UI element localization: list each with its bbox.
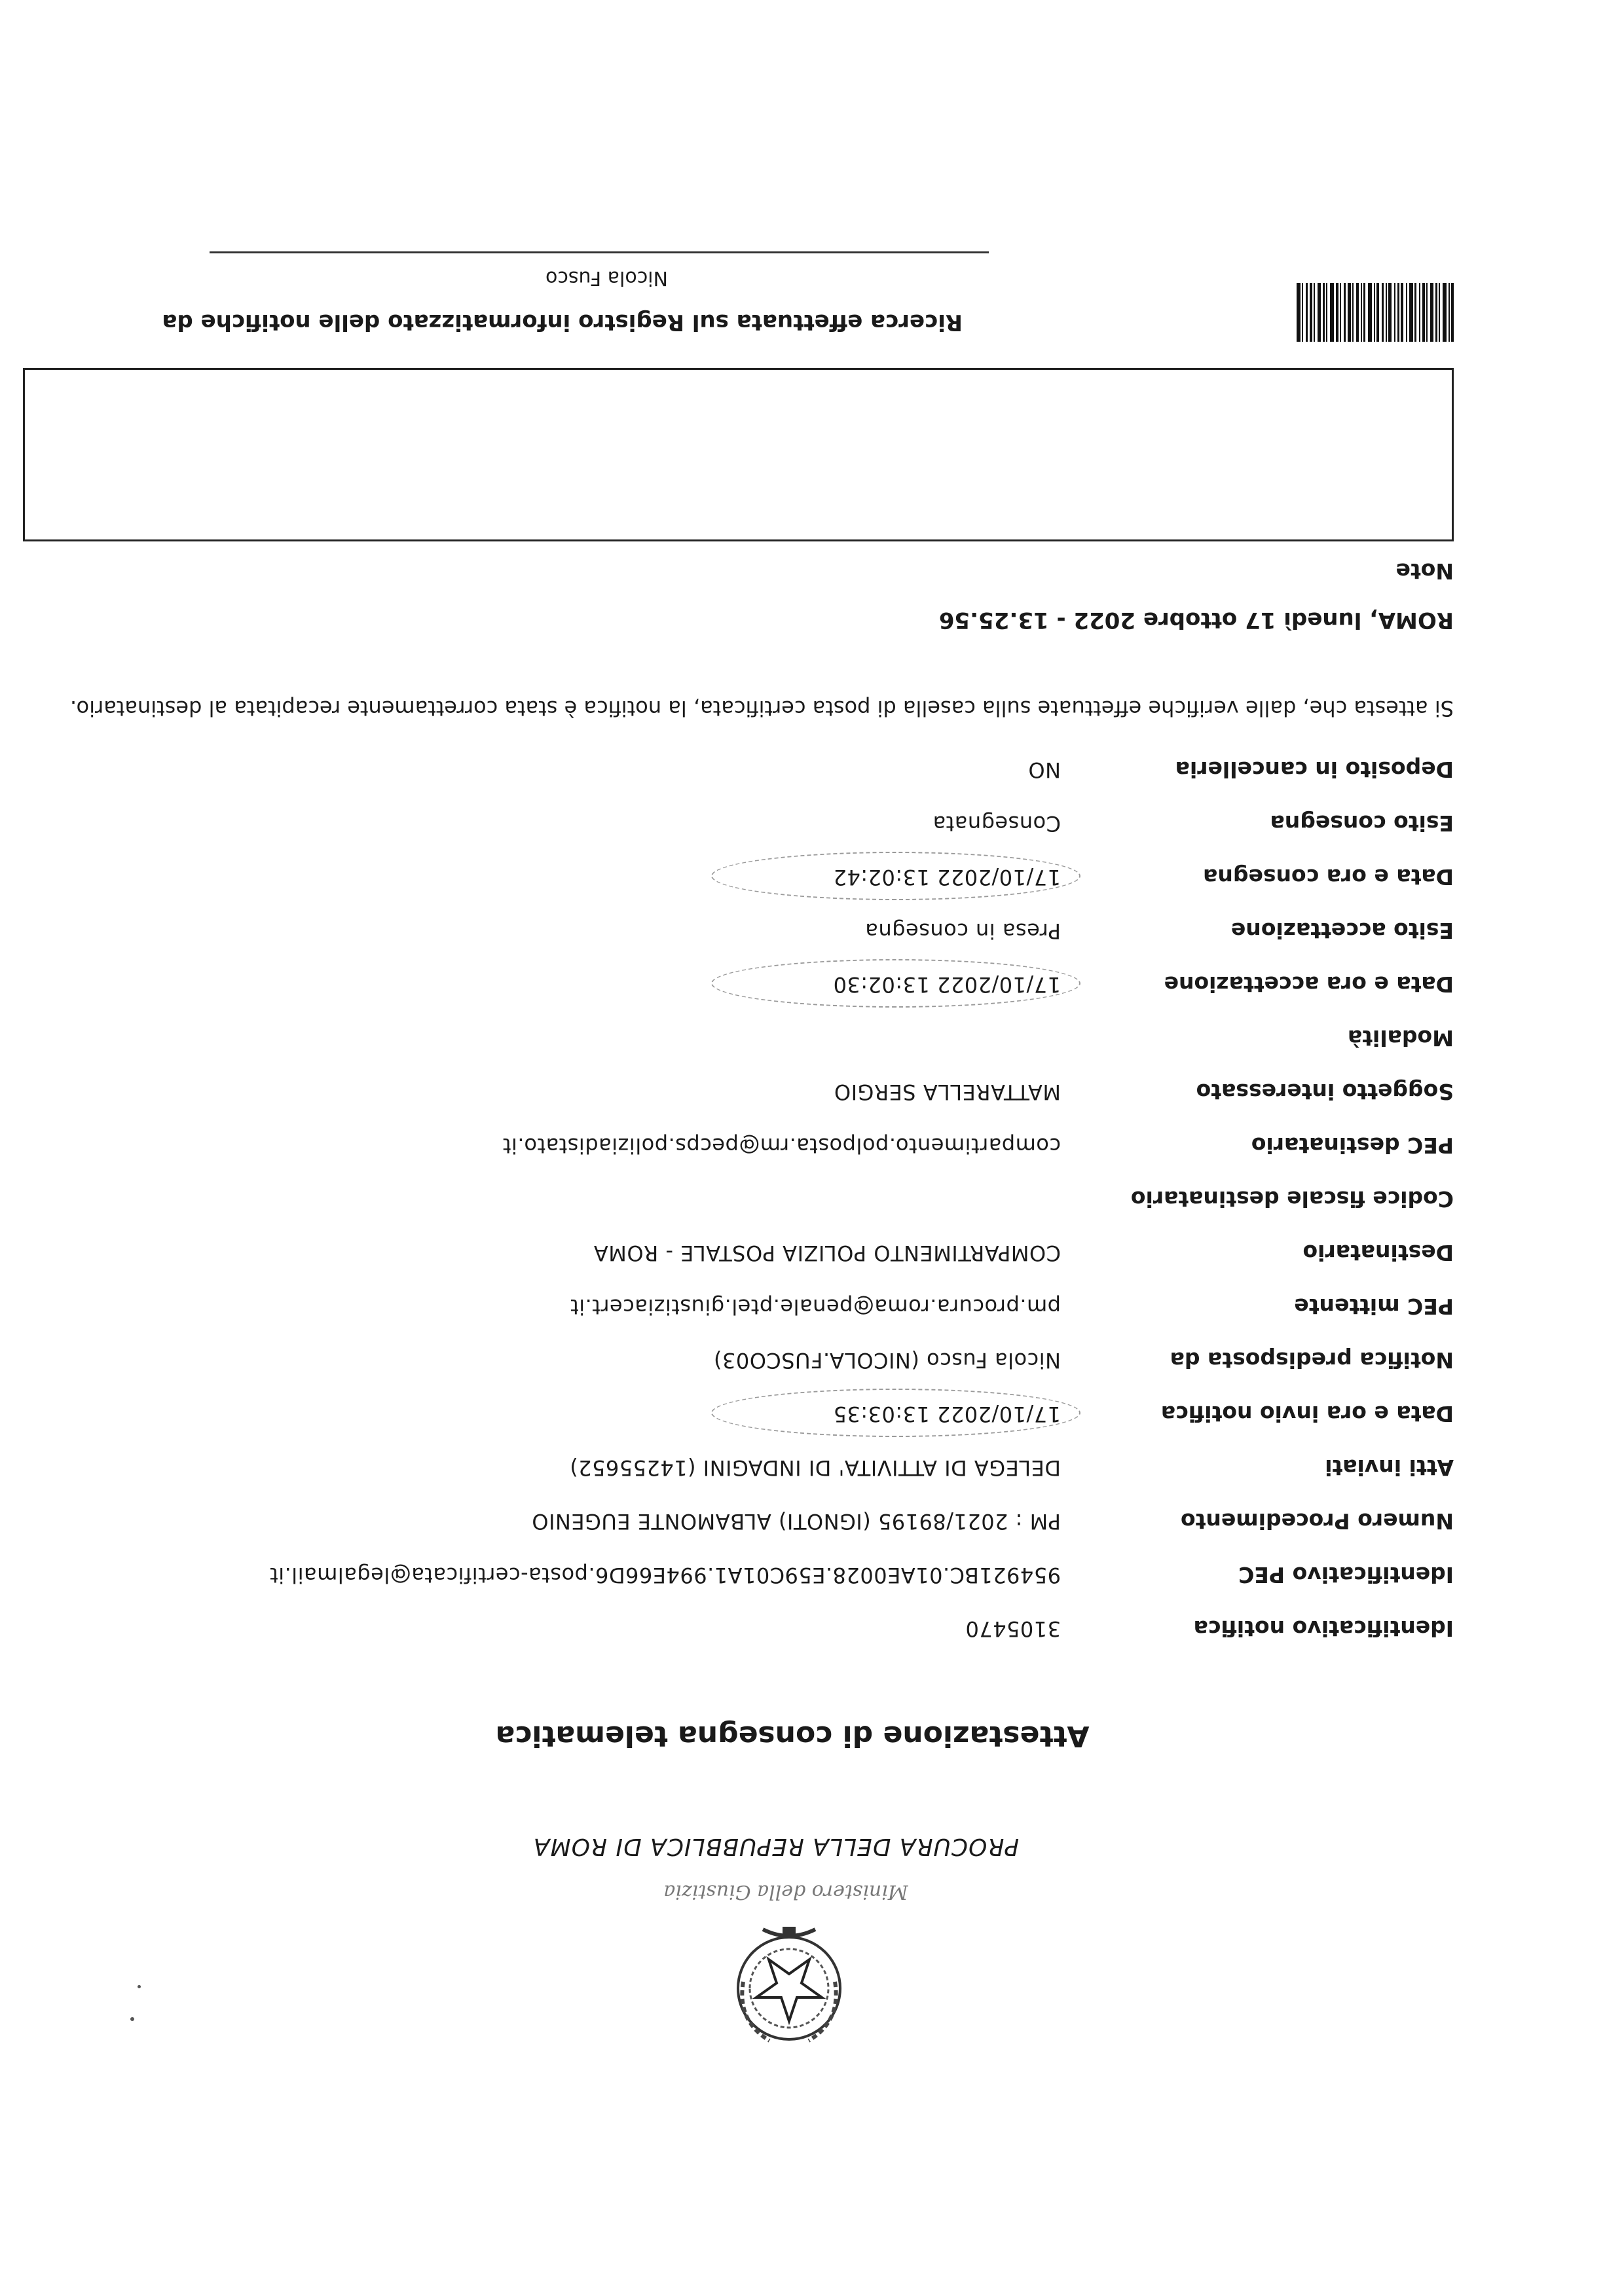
field-row-data-accettazione	[79, 958, 1454, 997]
field-label: PEC mittente	[1294, 1294, 1454, 1319]
barcode-bar	[1435, 283, 1437, 342]
field-value: 17/10/2022 13:02:42	[833, 865, 1061, 890]
signer-name: Nicola Fusco	[545, 266, 668, 289]
barcode-bar	[1401, 283, 1403, 342]
barcode-bar	[1361, 283, 1362, 342]
field-value: PM : 2021/89195 (IGNOTI) ALBAMONTE EUGENIO	[531, 1509, 1061, 1534]
barcode-bar	[1439, 283, 1440, 342]
registry-search-label: Ricerca effettuata sul Registro informatizzato delle notifiche da	[162, 309, 963, 335]
field-label: Codice fiscale destinatario	[1130, 1186, 1454, 1212]
barcode-bar	[1397, 283, 1399, 342]
barcode-bar	[1344, 283, 1346, 342]
field-row-identificativo-notifica	[79, 1602, 1454, 1641]
barcode-bar	[1330, 283, 1334, 342]
barcode-bar	[1374, 283, 1375, 342]
barcode-bar	[1388, 283, 1392, 342]
barcode-bar	[1368, 283, 1372, 342]
field-value: COMPARTIMENTO POLIZIA POSTALE - ROMA	[593, 1241, 1061, 1266]
barcode-bar	[1306, 283, 1308, 342]
field-value: 3105470	[965, 1616, 1061, 1641]
field-label: Esito consegna	[1270, 811, 1454, 836]
field-label: Deposito in cancelleria	[1175, 757, 1454, 782]
barcode-bar	[1409, 283, 1413, 342]
field-value: NO	[1027, 757, 1061, 782]
barcode-bar	[1426, 283, 1428, 342]
barcode-bar	[1340, 283, 1341, 342]
scan-speck	[138, 1985, 141, 1988]
barcode-bar	[1414, 283, 1416, 342]
barcode-bar	[1451, 283, 1454, 342]
field-row-esito-accettazione	[79, 904, 1454, 943]
barcode-bar	[1443, 283, 1447, 342]
barcode-bar	[1318, 283, 1321, 342]
field-value: 954921BC.01AE0028.E59C01A1.994E66D6.posta-certificata@legalmail.it	[269, 1563, 1061, 1588]
field-row-identificativo-pec	[79, 1548, 1454, 1588]
barcode-bar	[1406, 283, 1407, 342]
barcode-bar	[1422, 283, 1425, 342]
field-row-data-invio-notifica	[79, 1387, 1454, 1427]
field-row-atti-inviati	[79, 1441, 1454, 1480]
signature-line	[210, 251, 989, 253]
ministry-script-heading: Ministero della Giustizia	[663, 1880, 908, 1903]
barcode-bar	[1449, 283, 1450, 342]
field-value: Consegnata	[932, 811, 1061, 836]
barcode-bar	[1376, 283, 1379, 342]
field-row-data-consegna	[79, 850, 1454, 890]
barcode-bar	[1356, 283, 1359, 342]
field-value: compartimento.polposta.rm@pecps.poliziadistato.it	[502, 1133, 1061, 1158]
field-label: Identificativo PEC	[1238, 1562, 1454, 1588]
barcode	[1244, 283, 1454, 342]
notes-label: Note	[1395, 558, 1454, 584]
field-value: 17/10/2022 13:02:30	[833, 972, 1061, 997]
attestation-statement: Si attesta che, dalle verifiche effettuate sulla casella di posta certificata, la notifica è stata correttamente recapitata al destinatario.	[69, 696, 1454, 721]
italian-republic-emblem-icon	[724, 1916, 855, 2060]
field-value: DELEGA DI ATTIVITA' DI INDAGINI (14255652)	[569, 1455, 1061, 1480]
notes-box	[23, 368, 1454, 541]
barcode-bar	[1348, 283, 1351, 342]
barcode-bar	[1394, 283, 1395, 342]
document-title: Attestazione di consegna telematica	[495, 1719, 1090, 1753]
barcode-bar	[1430, 283, 1433, 342]
field-value: pm.procura.roma@penale.ptel.giustiziacert.it	[570, 1294, 1061, 1319]
field-label: Modalità	[1347, 1025, 1454, 1051]
field-label: Soggetto interessato	[1196, 1079, 1454, 1104]
barcode-bar	[1302, 283, 1303, 342]
field-row-esito-consegna	[79, 797, 1454, 836]
barcode-bar	[1323, 283, 1325, 342]
field-row-destinatario	[79, 1226, 1454, 1266]
barcode-bar	[1314, 283, 1315, 342]
office-heading: PROCURA DELLA REPUBBLICA DI ROMA	[532, 1833, 1020, 1860]
field-value: 17/10/2022 13:03:35	[833, 1402, 1061, 1427]
field-row-modalita	[79, 1011, 1454, 1051]
scan-speck	[130, 2017, 134, 2021]
field-value: Nicola Fusco (NICOLA.FUSCO03)	[713, 1348, 1061, 1373]
barcode-bar	[1382, 283, 1384, 342]
field-label: PEC destinatario	[1251, 1133, 1454, 1158]
barcode-bar	[1310, 283, 1312, 342]
field-row-numero-procedimento	[79, 1495, 1454, 1534]
field-label: Notifica predisposta da	[1170, 1347, 1454, 1373]
field-label: Identificativo notifica	[1193, 1616, 1454, 1641]
barcode-bar	[1297, 283, 1301, 342]
field-label: Data e ora invio notifica	[1160, 1401, 1454, 1427]
field-row-notifica-predisposta-da	[79, 1334, 1454, 1373]
barcode-bar	[1352, 283, 1354, 342]
field-label: Atti inviati	[1325, 1455, 1454, 1480]
barcode-bar	[1336, 283, 1338, 342]
barcode-bar	[1386, 283, 1387, 342]
field-label: Esito accettazione	[1230, 918, 1454, 943]
field-label: Destinatario	[1302, 1240, 1454, 1266]
field-row-pec-mittente	[79, 1280, 1454, 1319]
barcode-bar	[1363, 283, 1365, 342]
field-row-pec-destinatario	[79, 1119, 1454, 1158]
place-date-line: ROMA, lunedì 17 ottobre 2022 - 13.25.56	[938, 607, 1454, 633]
field-row-soggetto-interessato	[79, 1065, 1454, 1104]
barcode-bar	[1419, 283, 1420, 342]
field-row-deposito-cancelleria	[79, 743, 1454, 782]
barcode-bar	[1326, 283, 1327, 342]
field-row-codice-fiscale-destinatario	[79, 1173, 1454, 1212]
field-value: MATTARELLA SERGIO	[834, 1080, 1061, 1104]
field-label: Data e ora consegna	[1203, 864, 1454, 890]
field-label: Numero Procedimento	[1180, 1508, 1454, 1534]
field-value: Presa in consegna	[864, 919, 1061, 943]
field-label: Data e ora accettazione	[1164, 972, 1454, 997]
